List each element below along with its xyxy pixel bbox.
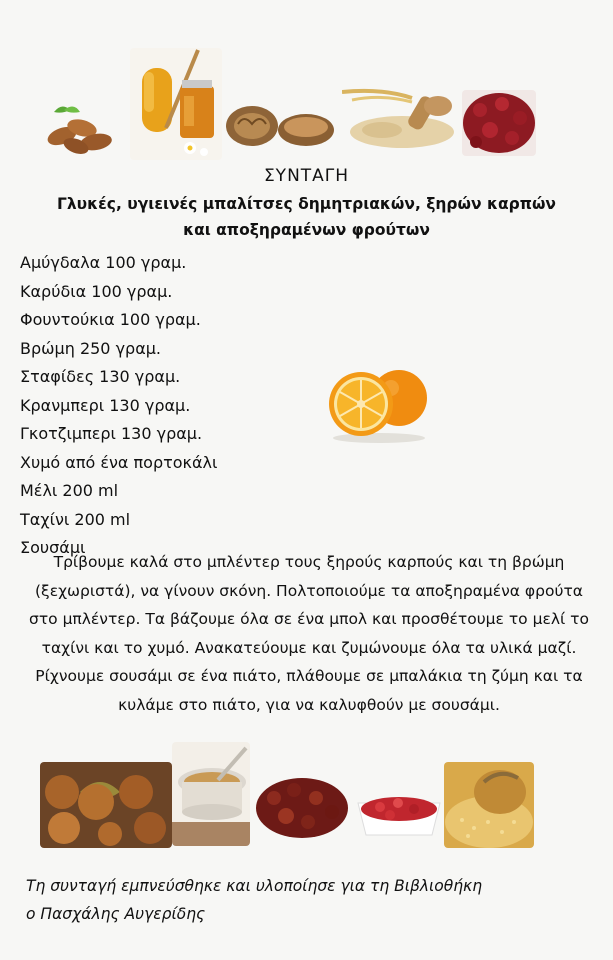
recipe-credit: [26, 872, 586, 928]
walnuts-image: [222, 100, 340, 152]
almonds-image: [40, 98, 122, 158]
ingredient-item: Καρύδια 100 γραμ.: [20, 281, 173, 301]
sesame-seeds-image: [444, 762, 534, 848]
ingredient-item: Κρανμπερι 130 γραμ.: [20, 395, 191, 415]
orange-image: [325, 360, 433, 444]
ingredient-item: Αμύγδαλα 100 γραμ.: [20, 253, 187, 272]
hazelnuts-image: [40, 762, 172, 848]
ingredient-item: Φουντούκια 100 γραμ.: [20, 310, 201, 329]
honey-jar-image: [130, 48, 222, 160]
credit-line-2: ο Πασχάλης Αυγερίδης: [26, 905, 206, 923]
oats-image: [342, 82, 460, 152]
subtitle-line-2: και αποξηραμένων φρούτων: [183, 221, 430, 239]
ingredient-item: Σουσάμι: [20, 538, 86, 557]
raisins-image: [250, 768, 354, 844]
recipe-subtitle: [0, 191, 613, 243]
tahini-image: [172, 742, 250, 846]
ingredient-item: Γκοτζιμπερι 130 γραμ.: [20, 424, 203, 443]
dried-cranberries-image: [462, 90, 536, 156]
ingredient-item: Σταφίδες 130 γραμ.: [20, 367, 181, 386]
ingredient-item: Βρώμη 250 γραμ.: [20, 338, 161, 358]
ingredient-item: Χυμό από ένα πορτοκάλι: [20, 452, 218, 472]
ingredient-item: Ταχίνι 200 ml: [20, 509, 131, 529]
ingredient-list: [20, 249, 217, 563]
cranberries-bowl-image: [354, 785, 444, 843]
credit-line-1: Τη συνταγή εμπνεύσθηκε και υλοποίησε για τη Βιβλιοθήκη: [26, 877, 483, 895]
recipe-title: ΣΥΝΤΑΓΗ: [263, 166, 350, 186]
subtitle-line-1: Γλυκές, υγιεινές μπαλίτσες δημητριακών, ξηρών καρπών: [57, 195, 556, 213]
ingredient-item: Μέλι 200 ml: [20, 481, 119, 500]
recipe-instructions: Τρίβουμε καλά στο μπλέντερ τους ξηρούς καρπούς και τη βρώμη (ξεχωριστά), να γίνουν σκόνη. Πολτοποιούμε τα αποξηραμένα φρούτα στο μπλέντερ. Τα βάζουμε όλα σε ένα μπολ και προσθέτουμε το μελί το ταχίνι και το χυμό. Ανακατεύουμε και ζυμώνουμε όλα τα υλικά μαζί. Ρίχνουμε σουσάμι σε ένα πιάτο, πλάθουμε σε μπαλάκια τη ζύμη και τα κυλάμε στο πιάτο, για να καλυφθούν με σουσάμι.: [29, 553, 589, 714]
